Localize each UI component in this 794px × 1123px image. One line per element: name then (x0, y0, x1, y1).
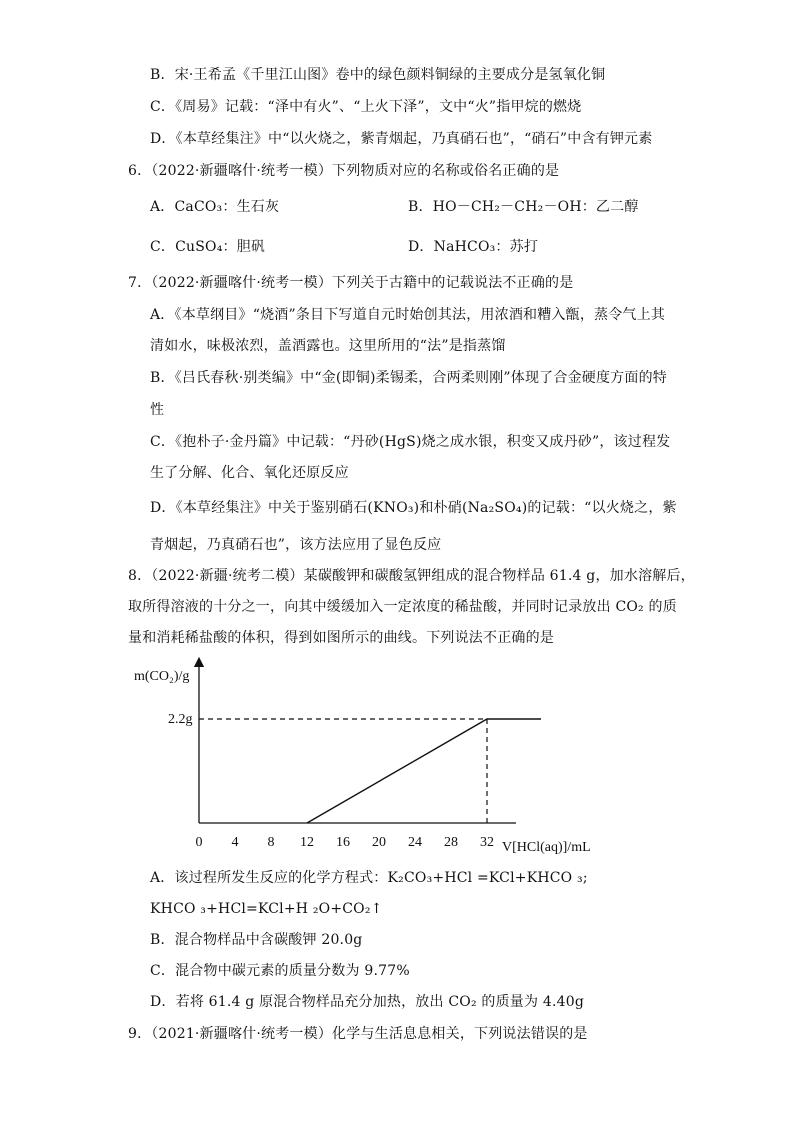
q8-stem-line3: 量和消耗稀盐酸的体积，得到如图所示的曲线。下列说法不正确的是 (128, 630, 554, 646)
q8-stem-line2: 取所得溶液的十分之一，向其中缓缓加入一定浓度的稀盐酸，并同时记录放出 CO₂ 的质 (128, 599, 677, 615)
q8-option-a-line2: KHCO ₃+HCl=KCl+H ₂O+CO₂↑ (150, 901, 383, 917)
chart-x-tick-8: 8 (267, 835, 275, 850)
chart-y-tick-2-2g: 2.2g (168, 712, 193, 727)
chart-x-tick-12: 12 (300, 835, 314, 850)
q7-option-a-line2: 清如水，味极浓烈，盖酒露也。这里所用的“法”是指蒸馏 (150, 338, 506, 354)
q5-option-c: C．《周易》记载：“泽中有火”、“上火下泽”，文中“火”指甲烷的燃烧 (150, 99, 582, 115)
chart-y-axis-label: m(CO₂)/g (134, 669, 190, 684)
q5-option-b: B．宋·王希孟《千里江山图》卷中的绿色颜料铜绿的主要成分是氢氧化铜 (150, 67, 606, 83)
chart-series-line-0 (307, 719, 541, 823)
chart-x-tick-20: 20 (372, 835, 386, 850)
q6-stem: 6．（2022·新疆喀什·统考一模）下列物质对应的名称或俗名正确的是 (128, 163, 560, 179)
q7-stem: 7．（2022·新疆喀什·统考一模）下列关于古籍中的记载说法不正确的是 (128, 275, 574, 291)
chart-x-axis-label: V[HCl(aq)]/mL (502, 840, 591, 855)
q6-option-c: C．CuSO₄：胆矾 (150, 239, 266, 255)
q7-option-d-line1: D．《本草经集注》中关于鉴别硝石(KNO₃)和朴硝(Na₂SO₄)的记载：“以火烧之，紫 (150, 500, 677, 516)
q5-option-d: D．《本草经集注》中“以火烧之，紫青烟起，乃真硝石也”，“硝石”中含有钾元素 (150, 131, 653, 147)
chart-x-tick-4: 4 (231, 835, 239, 850)
chart-x-tick-16: 16 (336, 835, 350, 850)
chart-x-tick-28: 28 (444, 835, 458, 850)
q8-option-d: D．若将 61.4 g 原混合物样品充分加热，放出 CO₂ 的质量为 4.40g (150, 994, 584, 1010)
q8-option-b: B．混合物样品中含碳酸钾 20.0g (150, 932, 363, 948)
q8-option-a-line1: A．该过程所发生反应的化学方程式：K₂CO₃+HCl =KCl+KHCO ₃; (150, 870, 588, 886)
q6-option-b: B．HO－CH₂－CH₂－OH：乙二醇 (408, 199, 639, 215)
q9-stem: 9．（2021·新疆喀什·统考一模）化学与生活息息相关，下列说法错误的是 (128, 1026, 588, 1042)
q8-option-c: C．混合物中碳元素的质量分数为 9.77% (150, 963, 410, 979)
q7-option-b-line1: B．《吕氏春秋·别类编》中“金(即铜)柔锡柔，合两柔则刚”体现了合金硬度方面的特 (150, 370, 667, 386)
q7-option-c-line1: C．《抱朴子·金丹篇》中记载：“丹砂(HgS)烧之成水银，积变又成丹砂”，该过程发 (150, 434, 671, 450)
q7-option-c-line2: 生了分解、化合、氧化还原反应 (150, 465, 349, 481)
q7-option-b-line2: 性 (150, 402, 165, 418)
q7-option-a-line1: A．《本草纲目》“烧酒”条目下写道自元时始创其法，用浓酒和糟入甑，蒸令气上其 (150, 307, 666, 323)
q8-stem-line1: 8．（2022·新疆·统考二模）某碳酸钾和碳酸氢钾组成的混合物样品 61.4 g，加水溶解后， (128, 568, 695, 584)
chart-x-tick-32: 32 (480, 835, 494, 850)
q6-option-d: D．NaHCO₃：苏打 (408, 239, 539, 255)
co2-volume-chart (120, 650, 620, 865)
chart-x-tick-24: 24 (408, 835, 422, 850)
q7-option-d-line2: 青烟起，乃真硝石也”，该方法应用了显色反应 (150, 537, 442, 553)
chart-x-tick-0: 0 (195, 835, 203, 850)
q6-option-a: A．CaCO₃：生石灰 (150, 199, 280, 215)
